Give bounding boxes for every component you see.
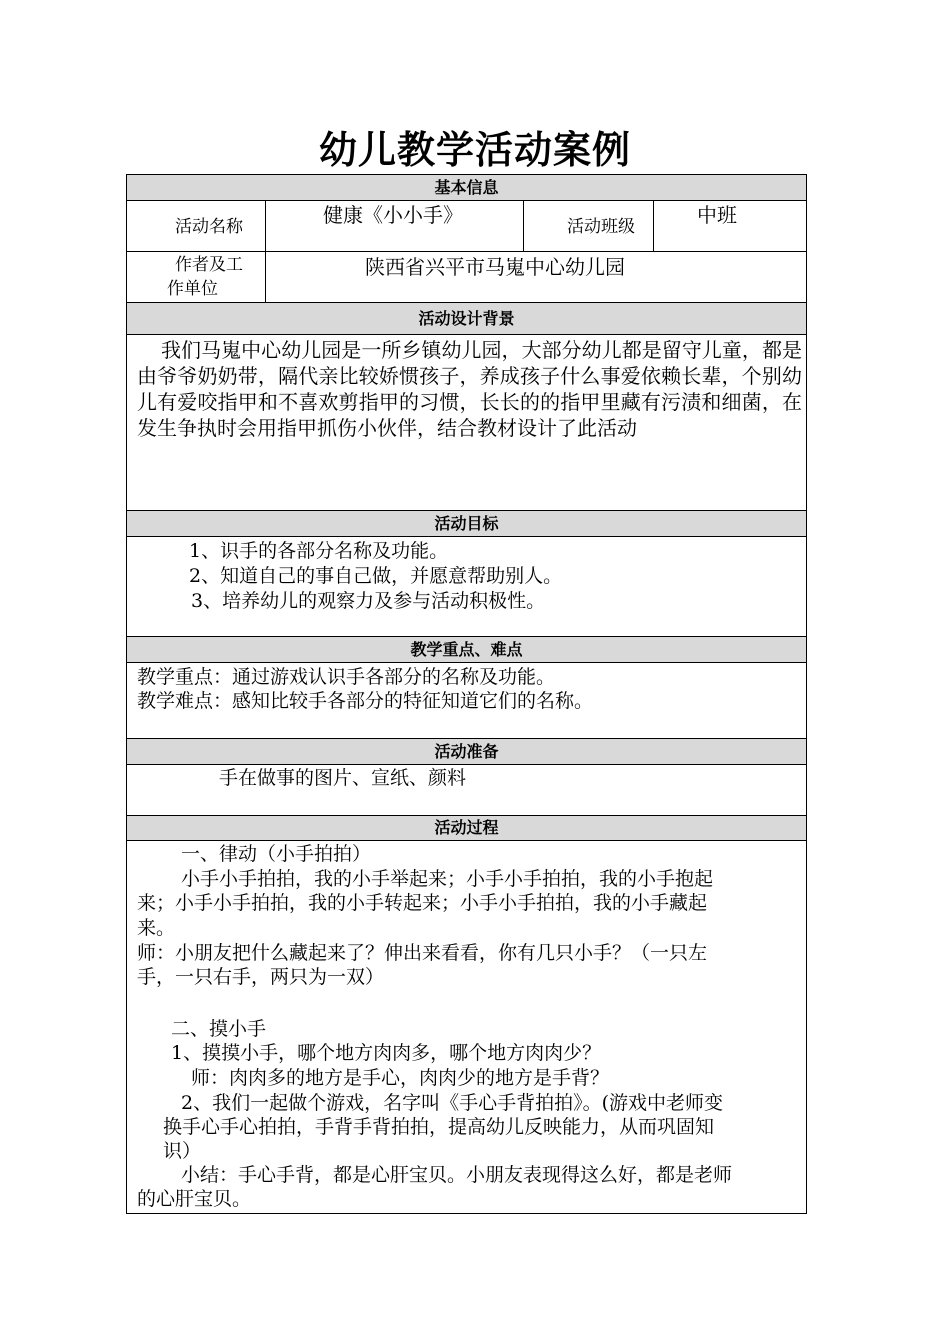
- section-header-basic: 基本信息: [127, 175, 806, 200]
- section-header-goals: 活动目标: [127, 511, 806, 536]
- section-header-process: 活动过程: [127, 816, 806, 840]
- page-title: 幼儿教学活动案例: [318, 128, 631, 172]
- author-label-line2: 作单位: [167, 279, 218, 299]
- process-step1-title: 一、律动（小手拍拍）: [181, 843, 372, 865]
- process-step1-line: 小手小手拍拍，我的小手举起来；小手小手拍拍，我的小手抱起: [181, 868, 714, 890]
- goal-item: 1、识手的各部分名称及功能。: [189, 540, 449, 562]
- process-summary: 小结：手心手背，都是心肝宝贝。小朋友表现得这么好，都是老师: [181, 1164, 733, 1186]
- prep-text: 手在做事的图片、宣纸、颜料: [219, 767, 467, 789]
- process-step1-line: 来。: [137, 917, 176, 939]
- process-step2-title: 二、摸小手: [171, 1018, 267, 1040]
- difficult-point: 教学难点：感知比较手各部分的特征知道它们的名称。: [137, 690, 594, 712]
- teacher-question: 手，一只右手，两只为一双）: [137, 966, 385, 988]
- process-step2-item: 换手心手心拍拍，手背手背拍拍，提高幼儿反映能力，从而巩固知: [163, 1116, 715, 1138]
- class-label: 活动班级: [567, 217, 635, 237]
- process-step1-line: 来；小手小手拍拍，我的小手转起来；小手小手拍拍，我的小手藏起: [137, 892, 708, 914]
- process-step2-teacher: 师：肉肉多的地方是手心，肉肉少的地方是手背？: [191, 1067, 610, 1089]
- key-point: 教学重点：通过游戏认识手各部分的名称及功能。: [137, 666, 556, 688]
- activity-name-label: 活动名称: [175, 217, 243, 237]
- process-step2-item: 识）: [163, 1140, 202, 1162]
- activity-name-value: 健康《小小手》: [323, 203, 463, 227]
- author-value: 陕西省兴平市马嵬中心幼儿园: [365, 255, 625, 279]
- activity-case-table: [126, 174, 807, 1214]
- section-header-background: 活动设计背景: [127, 303, 806, 334]
- section-header-prep: 活动准备: [127, 739, 806, 764]
- goal-item: 2、知道自己的事自己做，并愿意帮助别人。: [189, 565, 563, 587]
- goal-item: 3、培养幼儿的观察力及参与活动积极性。: [191, 590, 546, 612]
- background-text: 我们马嵬中心幼儿园是一所乡镇幼儿园，大部分幼儿都是留守儿童，都是由爷爷奶奶带，隔代亲比较娇惯孩子，养成孩子什么事爱依赖长辈，个别幼儿有爱咬指甲和不喜欢剪指甲的习惯，长长的的指甲里藏有污渍和细菌，在发生争执时会用指甲抓伤小伙伴，结合教材设计了此活动: [137, 338, 802, 440]
- process-step2-item: 1、摸摸小手，哪个地方肉肉多，哪个地方肉肉少？: [171, 1042, 602, 1064]
- section-header-key-points: 教学重点、难点: [127, 637, 806, 662]
- teacher-question: 师：小朋友把什么藏起来了？伸出来看看，你有几只小手？（一只左: [137, 942, 708, 964]
- class-value: 中班: [697, 203, 737, 227]
- author-label-line1: 作者及工: [175, 255, 243, 275]
- process-summary: 的心肝宝贝。: [137, 1188, 252, 1210]
- process-step2-item: 2、我们一起做个游戏，名字叫《手心手背拍拍》。(游戏中老师变: [181, 1092, 724, 1114]
